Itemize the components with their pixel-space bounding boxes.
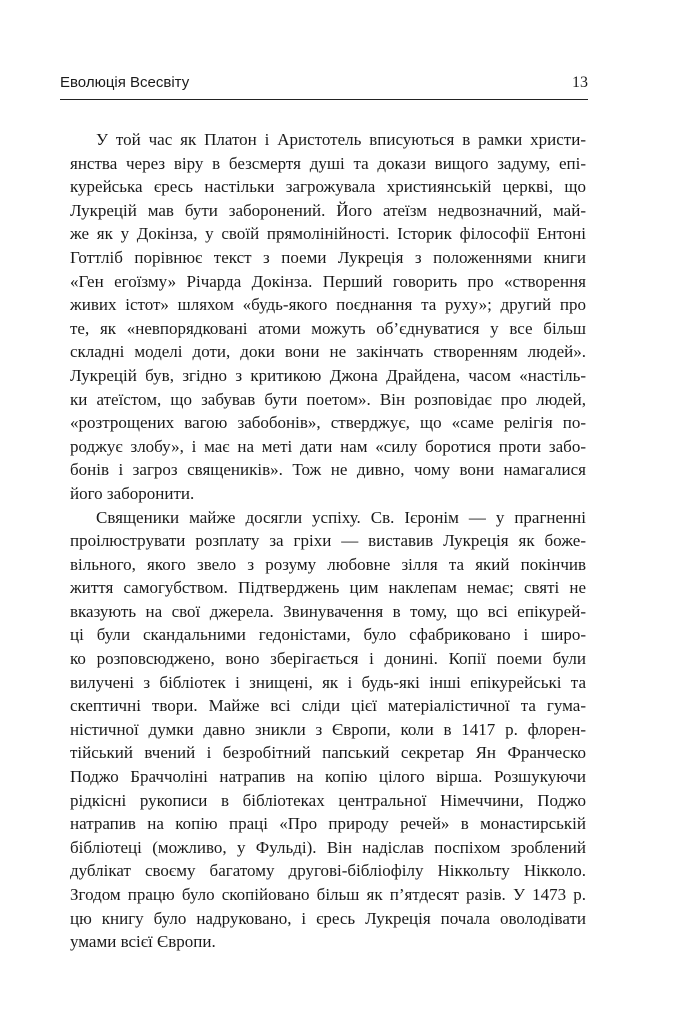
- text-line: проілюструвати розплату за гріхи — виставив Лукреція як боже-: [70, 531, 586, 551]
- text-line: те, як «невпорядковані атоми можуть об’єднуватися у все більш: [70, 318, 586, 338]
- text-line: Згодом працю було скопійовано більш як п’ятдесят разів. У 1473 р.: [70, 885, 586, 904]
- text-line: Готтліб порівнює текст з поеми Лукреція з положеннями книги: [70, 247, 586, 267]
- text-line: вилучені з бібліотек і знищені, як і будь-які інші епікурейські та: [70, 672, 586, 692]
- text-line: умами всієї Європи.: [70, 932, 216, 952]
- text-line: бібліотеці (можливо, у Фульді). Він надіслав поспіхом зроблений: [70, 837, 586, 857]
- text-line: натрапив на копію праці «Про природу речей» в монастирській: [70, 814, 586, 834]
- text-line: ністичної думки давно зникли з Європи, коли в 1417 р. флорен-: [70, 719, 586, 739]
- text-line: вказують на свої джерела. Звинувачення в тому, що всі епікурей-: [70, 601, 586, 621]
- text-line: живих істот» шляхом «будь-якого поєднання та руху»; другий про: [70, 295, 586, 315]
- text-line: скептичні твори. Майже всі сліди цієї матеріалістичної та гума-: [70, 696, 586, 716]
- body-text: [70, 128, 586, 954]
- text-line: вільного, якого звело з розуму любовне зілля та який покінчив: [70, 554, 586, 574]
- text-line: складні моделі доти, доки вони не закінчать створенням людей».: [70, 342, 586, 362]
- text-line: У той час як Платон і Аристотель вписуються в рамки христи-: [96, 130, 586, 149]
- text-line: Священики майже досягли успіху. Св. Ієронім — у прагненні: [96, 507, 586, 527]
- text-line: його заборонити.: [70, 483, 195, 503]
- text-line: ці були скандальними гедоністами, було сфабриковано і широ-: [70, 625, 586, 645]
- text-line: Лукрецій мав бути заборонений. Його атеїзм недвозначний, май-: [70, 200, 586, 220]
- paragraph-1: [70, 128, 586, 506]
- text-line: бонів і загроз священиків». Тож не дивно, чому вони намагалися: [70, 460, 586, 480]
- text-line: роджує злобу», і має на меті дати нам «силу боротися проти забо-: [70, 436, 586, 456]
- text-line: янства через віру в безсмертя душі та докази вищого задуму, епі-: [70, 153, 586, 173]
- text-line: курейська єресь настільки загрожувала християнській церкві, що: [70, 177, 586, 197]
- text-line: тійський вчений і безробітний папський секретар Ян Франческо: [70, 743, 586, 763]
- page-number: 13: [572, 74, 588, 91]
- text-line: же як у Докінза, у своїй прямолінійності. Історик філософії Ентоні: [70, 224, 586, 244]
- running-header: [60, 74, 588, 96]
- text-line: «Ген егоїзму» Річарда Докінза. Перший говорить про «створення: [70, 271, 586, 291]
- paragraph-2: [70, 506, 586, 954]
- running-head-title: Еволюція Всесвіту: [60, 74, 190, 91]
- text-line: життя самогубством. Підтверджень цим наклепам немає; святі не: [70, 578, 586, 598]
- text-line: Поджо Браччоліні натрапив на копію цілого вірша. Розшукуючи: [70, 767, 586, 787]
- text-line: рідкісні рукописи в бібліотеках центральної Німеччини, Поджо: [70, 790, 586, 810]
- text-line: ко розповсюджено, воно зберігається і донині. Копії поеми були: [70, 649, 586, 669]
- text-line: ки атеїстом, що забував бути поетом». Він розповідає про людей,: [70, 389, 586, 409]
- text-line: дублікат своєму багатому другові-бібліофілу Ніккольту Нікколо.: [70, 861, 586, 881]
- text-line: Лукрецій був, згідно з критикою Джона Драйдена, часом «настіль-: [70, 365, 586, 385]
- text-line: «розтрощених вагою забобонів», стверджує, що «саме релігія по-: [70, 413, 586, 433]
- text-line: цю книгу було надруковано, і єресь Лукреція почала оволодівати: [70, 908, 586, 928]
- header-rule: [60, 99, 588, 100]
